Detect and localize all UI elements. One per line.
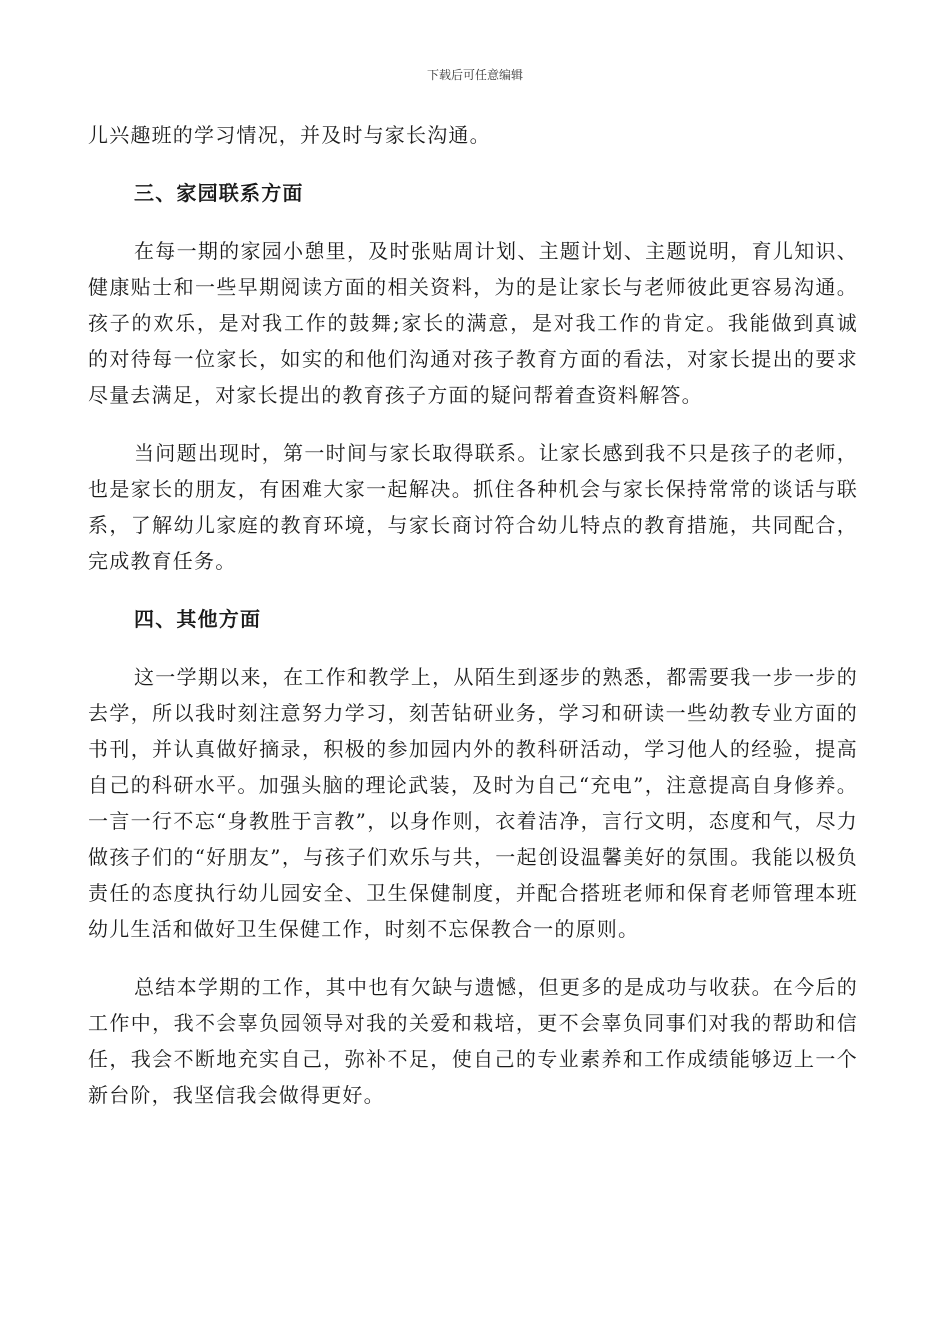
section-heading-other-aspects: 四、其他方面 bbox=[134, 607, 262, 631]
section-heading-home-school-contact: 三、家园联系方面 bbox=[134, 181, 304, 205]
document-body bbox=[88, 117, 858, 1113]
paragraph-summary: 总结本学期的工作，其中也有欠缺与遗憾，但更多的是成功与收获。在今后的工作中，我不会辜负园领导对我的关爱和栽培，更不会辜负同事们对我的帮助和信任，我会不断地充实自己，弥补不足，使自己的专业素养和工作成绩能够迈上一个新台阶，我坚信我会做得更好。 bbox=[88, 975, 858, 1107]
page-header: 下载后可任意编辑 bbox=[426, 68, 523, 82]
paragraph-self-study: 这一学期以来，在工作和教学上，从陌生到逐步的熟悉，都需要我一步一步的去学，所以我时刻注意努力学习，刻苦钻研业务，学习和研读一些幼教专业方面的书刊，并认真做好摘录，积极的参加园内外的教科研活动，学习他人的经验，提高自己的科研水平。加强头脑的理论武装，及时为自己“充电”，注意提高自身修养。一言一行不忘“身教胜于言教”，以身作则，衣着洁净，言行文明，态度和气，尽力做孩子们的“好朋友”，与孩子们欢乐与共，一起创设温馨美好的氛围。我能以极负责任的态度执行幼儿园安全、卫生保健制度，并配合搭班老师和保育老师管理本班幼儿生活和做好卫生保健工作，时刻不忘保教合一的原则。 bbox=[88, 665, 858, 941]
paragraph-home-school-corner: 在每一期的家园小憩里，及时张贴周计划、主题计划、主题说明，育儿知识、健康贴士和一些早期阅读方面的相关资料，为的是让家长与老师彼此更容易沟通。孩子的欢乐，是对我工作的鼓舞;家长的满意，是对我工作的肯定。我能做到真诚的对待每一位家长，如实的和他们沟通对孩子教育方面的看法，对家长提出的要求尽量去满足，对家长提出的教育孩子方面的疑问帮着查资料解答。 bbox=[88, 239, 858, 407]
paragraph-contact-parents: 当问题出现时，第一时间与家长取得联系。让家长感到我不只是孩子的老师，也是家长的朋友，有困难大家一起解决。抓住各种机会与家长保持常常的谈话与联系，了解幼儿家庭的教育环境，与家长商讨符合幼儿特点的教育措施，共同配合，完成教育任务。 bbox=[88, 441, 858, 573]
paragraph-continuation: 儿兴趣班的学习情况，并及时与家长沟通。 bbox=[88, 123, 491, 147]
